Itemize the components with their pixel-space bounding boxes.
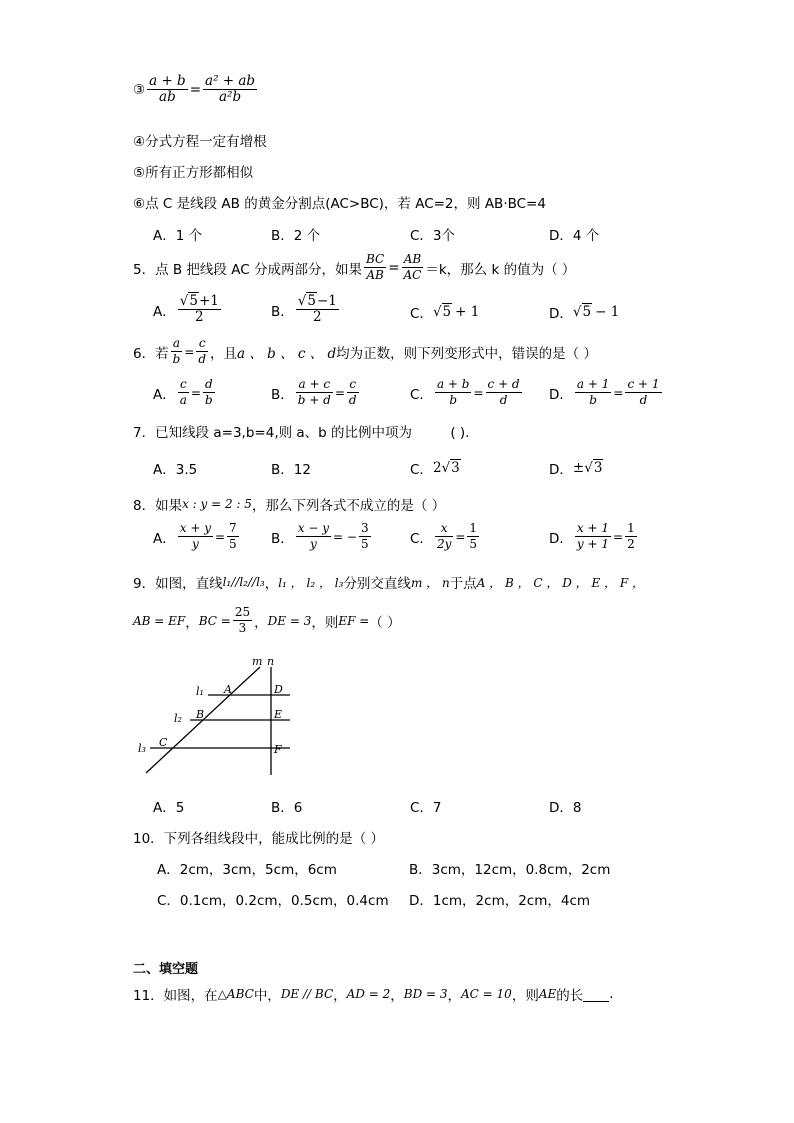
fraction: $\frac{√5-1}{2}$	[297, 293, 337, 325]
fraction: $\frac{AB}{AC}$	[403, 252, 422, 282]
q10-option-a[interactable]: A．2cm，3cm，5cm，6cm	[157, 862, 337, 878]
q6-option-a[interactable]: A． $\frac{c}{a}$ = $\frac{d}{b}$	[153, 377, 213, 407]
q8-option-a[interactable]: A． $\frac{x + y}{y}$ = $\frac{7}{5}$	[153, 521, 237, 551]
q6-option-d[interactable]: D． $\frac{a + 1}{b}$ = $\frac{c + 1}{d}$	[549, 377, 660, 407]
label-A: A	[224, 683, 232, 696]
q8-option-d[interactable]: D． $\frac{x + 1}{y + 1}$ = $\frac{1}{2}$	[549, 521, 635, 551]
q4-option-c[interactable]: C．3个	[410, 228, 456, 244]
answer-blank[interactable]	[583, 987, 609, 1002]
label-E: E	[274, 708, 283, 721]
q4-item-5: ⑤所有正方形都相似	[133, 165, 254, 181]
q10-stem: 10．下列各组线段中，能成比例的是（ ）	[133, 831, 384, 847]
q4-item-4: ④分式方程一定有增根	[133, 134, 267, 150]
fraction: $\frac{c}{d}$	[198, 336, 207, 366]
label-F: F	[274, 743, 282, 756]
label-B: B	[196, 708, 205, 721]
q4-option-a[interactable]: A．1 个	[153, 228, 203, 244]
q9-option-a[interactable]: A．5	[153, 800, 185, 816]
q11-stem: 11．如图，在 △ABC 中， DE // BC ， AD = 2 ， BD = 3 ， AC = 10 ，则 AE 的长 .	[133, 986, 614, 1004]
q9-figure	[130, 655, 305, 780]
fraction: $\frac{a + b}{ab}$	[149, 73, 186, 105]
q6-stem: 6．若 $\frac{a}{b}$ = $\frac{c}{d}$ ，且 a 、 b 、 c 、 d 均为正数，则下列变形式中，错误的是（ ）	[133, 336, 597, 366]
q4-item-3	[133, 74, 259, 105]
q5-stem: 5．点 B 把线段 AC 分成两部分，如果 $\frac{BC}{AB}$ = $\frac{AB}{AC}$ ＝k，那么 k 的值为（ ）	[133, 252, 576, 282]
q5-option-d[interactable]: D． √5 − 1	[549, 304, 620, 322]
q7-option-a[interactable]: A．3.5	[153, 462, 198, 478]
fraction: $\frac{√5+1}{2}$	[179, 293, 219, 325]
label-C: C	[159, 736, 168, 749]
q9-stem-line1: 9．如图，直线 l₁//l₂//l₃ ， l₁ ， l₂ ， l₃ 分别交直线 m ， n 于点 A ， B ， C ， D ， E ， F ，	[133, 575, 645, 592]
q8-option-c[interactable]: C． $\frac{x}{2y}$ = $\frac{1}{5}$	[410, 521, 478, 551]
item-number: ③	[133, 81, 146, 98]
q9-option-c[interactable]: C．7	[410, 800, 442, 816]
q6-option-c[interactable]: C． $\frac{a + b}{b}$ = $\frac{c + d}{d}$	[410, 377, 520, 407]
q7-option-c[interactable]: C． 2 √3	[410, 460, 460, 478]
label-l3: l₃	[138, 742, 146, 755]
q9-stem-line2: AB = EF ， BC = $\frac{25}{3}$ ， DE = 3 ，则 EF = （ ）	[133, 605, 401, 635]
equals-sign: =	[189, 81, 202, 98]
q5-option-b[interactable]: B． $\frac{√5-1}{2}$	[271, 293, 337, 325]
fraction: $\frac{\text{a² + ab}}{\text{a²b}}$	[205, 73, 256, 105]
label-D: D	[274, 683, 283, 696]
q4-option-d[interactable]: D．4 个	[549, 228, 600, 244]
fraction: $\frac{a}{b}$	[172, 336, 181, 366]
q7-option-d[interactable]: D． ± √3	[549, 460, 603, 478]
q7-option-b[interactable]: B．12	[271, 462, 311, 478]
section-title: 二、填空题	[133, 962, 199, 977]
q10-option-d[interactable]: D．1cm，2cm，2cm，4cm	[409, 893, 591, 909]
q5-option-c[interactable]: C． √5 + 1	[410, 304, 480, 322]
q8-option-b[interactable]: B． $\frac{x - y}{y}$ = − $\frac{3}{5}$	[271, 521, 369, 551]
label-n: n	[267, 655, 275, 668]
q6-option-b[interactable]: B． $\frac{a + c}{b + d}$ = $\frac{c}{d}$	[271, 377, 357, 407]
fraction: $\frac{BC}{AB}$	[365, 252, 385, 282]
label-l1: l₁	[196, 685, 204, 698]
q9-option-b[interactable]: B．6	[271, 800, 303, 816]
q4-item-6: ⑥点 C 是线段 AB 的黄金分割点(AC>BC)，若 AC=2，则 AB·BC=4	[133, 196, 546, 212]
q7-stem: 7．已知线段 a=3,b=4,则 a、b 的比例中项为 ( ).	[133, 425, 470, 441]
label-l2: l₂	[174, 712, 182, 725]
label-m: m	[252, 655, 263, 668]
q10-option-c[interactable]: C．0.1cm，0.2cm，0.5cm，0.4cm	[157, 893, 389, 909]
q10-option-b[interactable]: B．3cm，12cm，0.8cm，2cm	[409, 862, 611, 878]
q4-option-b[interactable]: B．2 个	[271, 228, 321, 244]
q9-option-d[interactable]: D．8	[549, 800, 582, 816]
q5-option-a[interactable]: A． $\frac{√5+1}{2}$	[153, 293, 219, 325]
q8-stem: 8．如果 x : y = 2 : 5 ，那么下列各式不成立的是（ ）	[133, 497, 446, 514]
